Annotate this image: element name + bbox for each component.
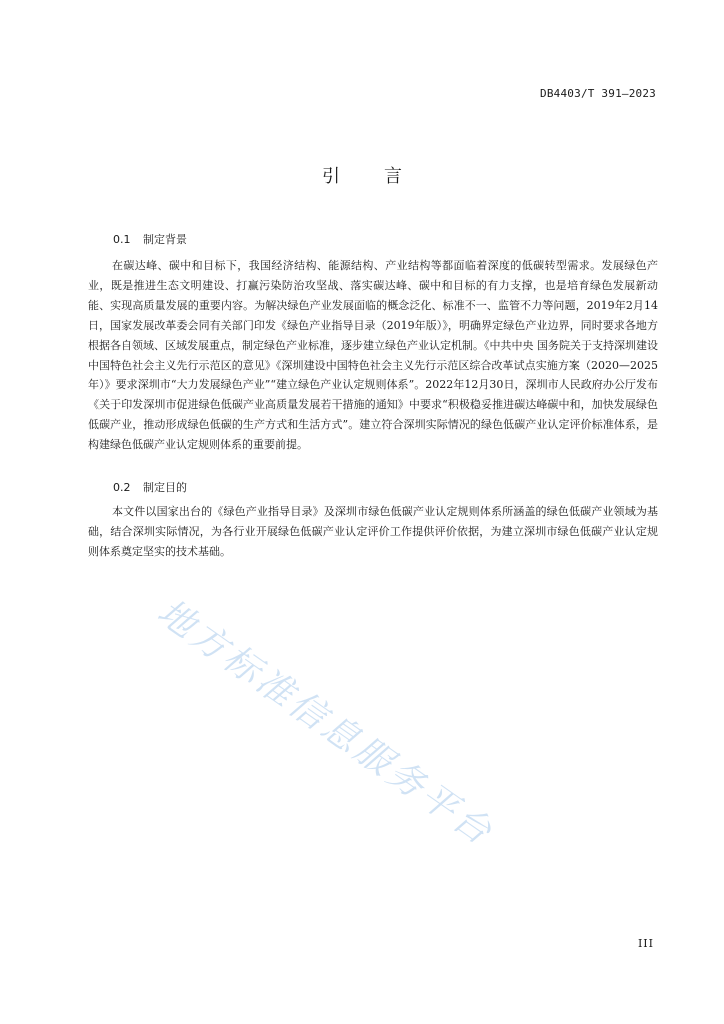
section-title: 制定目的 xyxy=(143,481,187,494)
document-code: DB4403/T 391—2023 xyxy=(540,87,656,100)
page-title-char-1: 引 xyxy=(322,166,340,187)
section-title: 制定背景 xyxy=(143,233,187,246)
section-number: 0.1 xyxy=(113,233,131,246)
page-title xyxy=(0,162,724,188)
section-paragraph-purpose: 本文件以国家出台的《绿色产业指导目录》及深圳市绿色低碳产业认定规则体系所涵盖的绿色低碳产业领域为基础，结合深圳实际情况，为各行业开展绿色低碳产业认定评价工作提供评价依据，为建立深圳市绿色低碳产业认定规则体系奠定坚实的技术基础。 xyxy=(88,505,658,558)
section-heading-background xyxy=(113,231,187,247)
section-number: 0.2 xyxy=(113,481,131,494)
section-paragraph-background: 在碳达峰、碳中和目标下，我国经济结构、能源结构、产业结构等都面临着深度的低碳转型需求。发展绿色产业，既是推进生态文明建设、打赢污染防治攻坚战、落实碳达峰、碳中和目标的有力支撑，也是培育绿色发展新动能、实现高质量发展的重要内容。为解决绿色产业发展面临的概念泛化、标准不一、监管不力等问题，2019年2月14日，国家发展改革委会同有关部门印发《绿色产业指导目录（2019年版）》，明确界定绿色产业边界，同时要求各地方根据各自领域、区域发展重点，制定绿色产业标准，逐步建立绿色产业认定机制。《中共中央 国务院关于支持深圳建设中国特色社会主义先行示范区的意见》《深圳建设中国特色社会主义先行示范区综合改革试点实施方案（2020—2025年）》要求深圳市“大力发展绿色产业”“建立绿色产业认定规则体系”。2022年12月30日，深圳市人民政府办公厅发布《关于印发深圳市促进绿色低碳产业高质量发展若干措施的通知》中要求“积极稳妥推进碳达峰碳中和，加快发展绿色低碳产业，推动形成绿色低碳的生产方式和生活方式”。建立符合深圳实际情况的绿色低碳产业认定评价标准体系，是构建绿色低碳产业认定规则体系的重要前提。 xyxy=(88,259,658,452)
page-number: III xyxy=(637,937,654,950)
section-heading-purpose xyxy=(113,479,187,495)
page-title-char-2: 言 xyxy=(384,166,402,187)
watermark: 地方标准信息服务平台 xyxy=(149,591,502,855)
